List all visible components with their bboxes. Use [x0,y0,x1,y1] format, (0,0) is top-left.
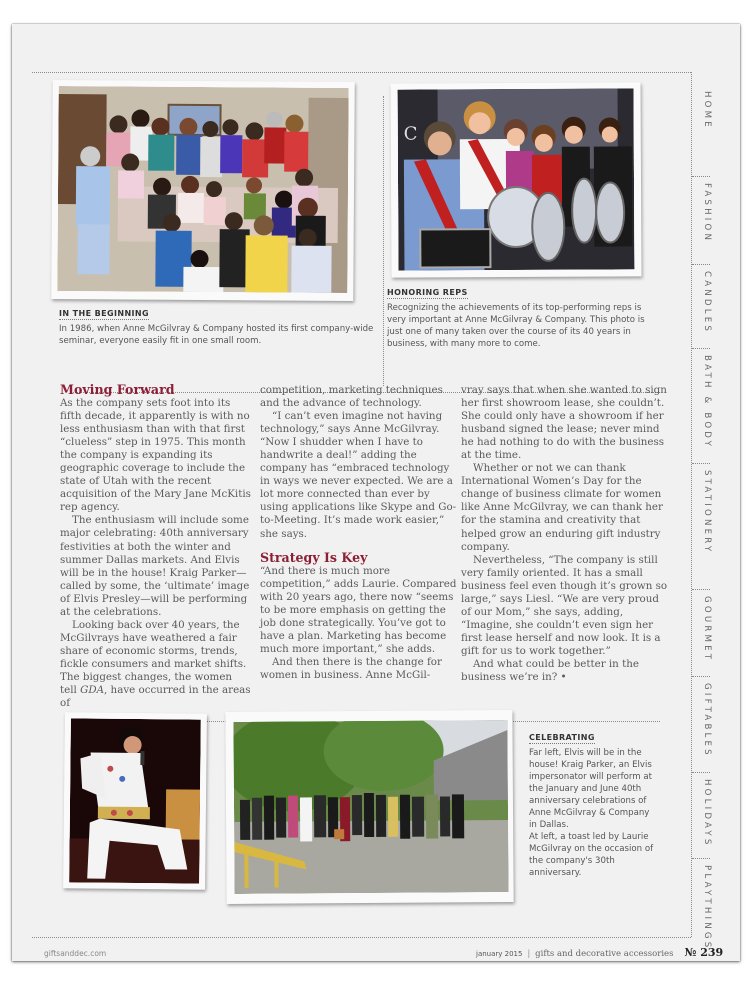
article-text: , have occurred in the areas of [60,684,251,710]
nav-item-bath-body[interactable] [692,348,722,463]
article-column-1 [60,382,252,710]
photo-column-divider [383,96,384,386]
article-paragraph: As the company sets foot into its fifth decade, it apparently is with no less enthusiasm than with that first “clueless” step in 1975. This month the company is expanding its geographic coverage to include the state of Utah with the recent acquisition of the Mary Jane McKitis rep agency. [60,397,251,514]
footer-magazine-name: gifts and decorative accessories [535,949,674,959]
elvis-illustration [69,718,201,883]
article-paragraph: And what could be better in the business we’re in? • [461,657,639,684]
elvis-image [69,718,201,883]
nav-item-stationery[interactable] [692,463,722,589]
honoring-image [398,88,635,270]
caption-celebrating-toast: At left, a toast led by Laurie McGilvray on the occasion of the company's 30th anniversary. [529,832,654,878]
article-paragraph: “And there is much more competition,” adds Laurie. Compared with 20 years ago, there now “seems to be more emphasis on getting the job done strategically. You’ve got to have a plan. Marketing has become much more important,” she adds. [260,564,457,655]
seminar-illustration [57,86,348,293]
article-paragraph: The enthusiasm will include some major celebrating: 40th anniversary festivities at both the winter and summer Dallas markets. And Elvis will be in the house! Kraig Parker—called by some, the ‘ultimate’ image of Elvis Presley—will be performing at the celebrations. [60,514,250,618]
article-paragraph: competition, marketing techniques and the advance of technology. [260,384,443,410]
photo-toast [225,710,513,904]
nav-label: PLAYTHINGS [702,865,712,951]
toast-image [233,720,508,894]
article-paragraph: “I can’t even imagine not having technology,” says Anne McGilvray. “Now I shudder when I have to handwrite a deal!” adding the company has “embraced technology in ways we never expected. We are a lot more connected than ever by using applications like Skype and Go-to-Meeting. It’s made work easier,” she says. [260,410,457,540]
heading-moving-forward: Moving Forward [60,382,175,397]
photo-group-seminar [51,80,355,301]
heading-strategy-is-key: Strategy Is Key [260,549,368,565]
footer-separator: | [527,949,531,958]
nav-label: HOME [702,91,712,130]
footer-website[interactable]: giftsanddec.com [44,949,107,958]
publication-name: GDA [80,684,105,697]
nav-label: GOURMET [702,596,712,663]
nav-label: HOLIDAYS [702,779,712,848]
nav-label: CANDLES [702,271,712,334]
nav-item-candles[interactable] [692,264,722,348]
caption-title-honoring: HONORING REPS [387,288,468,297]
nav-item-giftables[interactable] [692,676,722,772]
bottom-divider [32,937,691,938]
honoring-illustration [398,88,635,270]
caption-title-celebrating: CELEBRATING [529,733,595,742]
article-paragraph [60,619,252,710]
seminar-image [57,86,348,293]
article-paragraph: Whether or not we can thank International Women’s Day for the change of business climate for women like Anne McGilvray, we can thank her for the stamina and creativity that helped grow an enduring gift industry company. [461,462,663,553]
caption-text-beginning: In 1986, when Anne McGilvray & Company hosted its first company-wide seminar, everyone easily fit in one small room. [59,324,374,346]
nav-item-gourmet[interactable] [692,589,722,676]
nav-label: FASHION [702,183,712,244]
nav-label: BATH & BODY [702,355,712,450]
nav-item-home[interactable] [692,84,722,176]
svg-text:C: C [403,123,418,145]
caption-celebrating-elvis: Far left, Elvis will be in the house! Kraig Parker, an Elvis impersonator will perform at the January and June 40th anniversary celebrations of Anne McGilvray & Company in Dallas. [529,748,652,830]
article-paragraph: vray says that when she wanted to sign her first showroom lease, she couldn’t. She could only have a showroom if her husband signed the lease; never mind he had nothing to do with the business at the time. [461,384,667,462]
nav-label: STATIONERY [702,470,712,555]
magazine-page [12,24,740,961]
photo-honoring-reps [390,82,641,277]
article-text: Looking back over 40 years, the McGilvrays have weathered a fair share of economic storms, trends, fickle consumers and market shifts. The biggest changes, the women tell [60,618,247,697]
page-number: № 239 [684,946,724,959]
caption-text-celebrating [529,747,659,879]
nav-label: GIFTABLES [702,683,712,758]
article-paragraph: And then there is the change for women in business. Anne McGil- [260,655,442,681]
photo-elvis [63,712,207,889]
article-column-3 [461,384,669,684]
article-column-2 [260,384,460,682]
article-paragraph: Nevertheless, “The company is still very family oriented. It has a small business feel even though it’s grown so large,” says Liesl. “We are very proud of our Mom,” she says, adding, “Imagine, she couldn’t even sign her first lease herself and now look. It is a gift for us to work together.” [461,553,668,657]
caption-text-honoring: Recognizing the achievements of its top-performing reps is very important at Anne McGilvray & Company. This photo is just one of many taken over the course of its 40 years in business, with many more to come. [387,303,645,349]
nav-item-fashion[interactable] [692,176,722,264]
toast-illustration [233,720,508,894]
nav-item-holidays[interactable] [692,772,722,858]
caption-title-beginning: IN THE BEGINNING [59,309,149,318]
footer-folio [476,946,723,959]
top-divider [32,72,691,73]
nav-item-playthings[interactable] [692,858,722,958]
footer-date: january 2015 [476,950,523,958]
